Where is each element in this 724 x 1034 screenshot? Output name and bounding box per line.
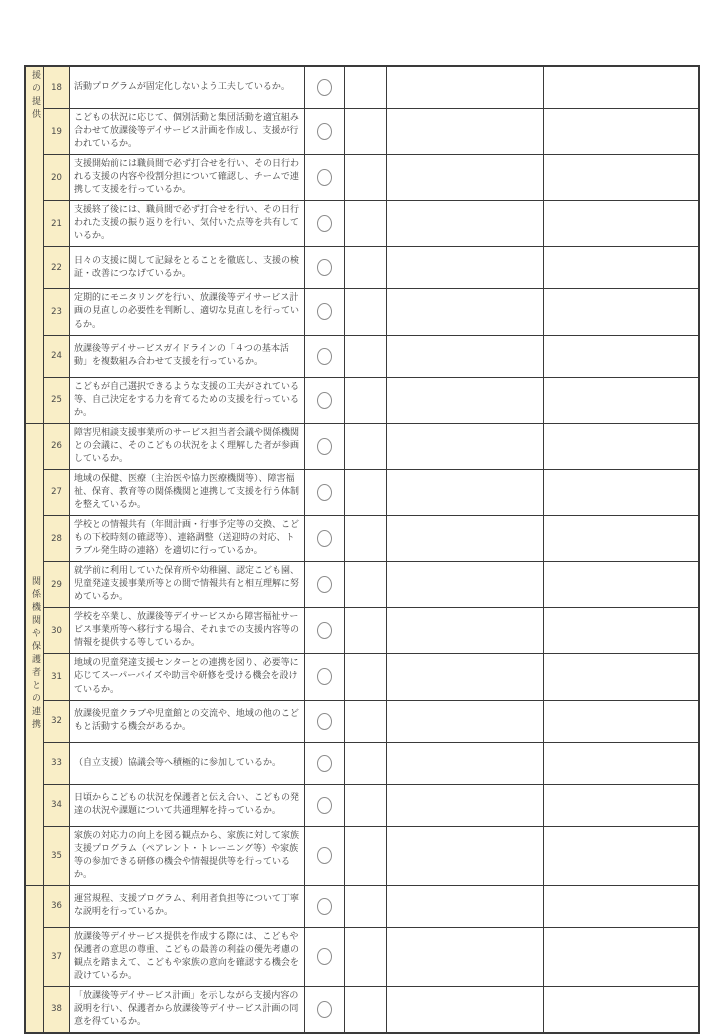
item-number-cell	[44, 928, 70, 986]
self-evaluation-mark-cell	[305, 827, 345, 885]
self-evaluation-mark-cell	[305, 470, 345, 515]
empty-column-1-cell	[345, 886, 387, 927]
item-number-cell	[44, 378, 70, 423]
item-number: 25	[51, 395, 62, 406]
checklist-row	[44, 67, 698, 108]
circle-mark-icon	[317, 259, 332, 276]
empty-column-2-cell	[387, 701, 544, 742]
checklist-row	[44, 742, 698, 784]
item-number: 21	[51, 218, 62, 229]
empty-column-3-cell	[544, 247, 698, 288]
item-text: 放課後等デイサービスガイドラインの「４つの基本活動」を複数組み合わせて支援を行っているか。	[74, 344, 289, 368]
empty-column-1-cell	[345, 247, 387, 288]
item-text: （自立支援）協議会等へ積極的に参加しているか。	[74, 757, 282, 768]
item-number: 28	[51, 533, 62, 544]
item-number: 22	[51, 262, 62, 273]
item-number-cell	[44, 743, 70, 784]
self-evaluation-mark-cell	[305, 562, 345, 607]
item-number-cell	[44, 785, 70, 826]
empty-column-1-cell	[345, 654, 387, 699]
item-number: 31	[51, 671, 62, 682]
item-text-cell	[70, 289, 305, 334]
checklist-row	[44, 561, 698, 607]
item-text-cell	[70, 201, 305, 246]
item-text-cell	[70, 470, 305, 515]
empty-column-3-cell	[544, 743, 698, 784]
item-number-cell	[44, 886, 70, 927]
circle-mark-icon	[317, 622, 332, 639]
empty-column-1-cell	[345, 378, 387, 423]
empty-column-3-cell	[544, 827, 698, 885]
item-text: 運営規程、支援プログラム、利用者負担等について丁寧な説明を行っているか。	[74, 894, 300, 918]
item-text: 支援開始前には職員間で必ず打合せを行い、その日行われる支援の内容や役割分担について確認し、チームで連携して支援を行っているか。	[74, 159, 300, 196]
empty-column-1-cell	[345, 289, 387, 334]
self-evaluation-mark-cell	[305, 378, 345, 423]
empty-column-2-cell	[387, 470, 544, 515]
item-text-cell	[70, 608, 305, 653]
empty-column-1-cell	[345, 336, 387, 377]
empty-column-2-cell	[387, 928, 544, 986]
checklist-row	[44, 700, 698, 742]
empty-column-3-cell	[544, 562, 698, 607]
empty-column-2-cell	[387, 424, 544, 469]
self-evaluation-mark-cell	[305, 886, 345, 927]
empty-column-3-cell	[544, 785, 698, 826]
item-number: 29	[51, 579, 62, 590]
category-label-cell	[26, 424, 44, 885]
group-rows	[44, 67, 698, 423]
empty-column-2-cell	[387, 201, 544, 246]
item-number-cell	[44, 654, 70, 699]
item-number: 32	[51, 716, 62, 727]
item-number: 27	[51, 487, 62, 498]
evaluation-sheet	[24, 65, 700, 1034]
group-rows	[44, 886, 698, 1032]
item-text: 障害児相談支援事業所のサービス担当者会議や関係機関との会議に、そのこどもの状況をよく理解した者が参画しているか。	[74, 427, 300, 464]
category-group	[26, 885, 698, 1032]
circle-mark-icon	[317, 123, 332, 140]
item-number-cell	[44, 336, 70, 377]
empty-column-3-cell	[544, 987, 698, 1032]
self-evaluation-mark-cell	[305, 336, 345, 377]
item-number: 36	[51, 901, 62, 912]
item-number-cell	[44, 289, 70, 334]
item-number-cell	[44, 201, 70, 246]
item-number: 38	[51, 1004, 62, 1015]
item-text-cell	[70, 516, 305, 561]
item-text-cell	[70, 987, 305, 1032]
item-number: 20	[51, 172, 62, 183]
empty-column-3-cell	[544, 516, 698, 561]
self-evaluation-mark-cell	[305, 109, 345, 154]
item-text-cell	[70, 155, 305, 200]
checklist-row	[44, 607, 698, 653]
checklist-row	[44, 927, 698, 986]
empty-column-1-cell	[345, 743, 387, 784]
checklist-row	[44, 246, 698, 288]
category-label-cell	[26, 886, 44, 1032]
item-number: 26	[51, 441, 62, 452]
checklist-row	[44, 108, 698, 154]
item-text: 地域の児童発達支援センターとの連携を図り、必要等に応じてスーパーバイズや助言や研修を受ける機会を設けているか。	[74, 658, 299, 695]
item-number: 24	[51, 351, 62, 362]
item-number-cell	[44, 608, 70, 653]
empty-column-1-cell	[345, 470, 387, 515]
item-text-cell	[70, 247, 305, 288]
circle-mark-icon	[317, 348, 332, 365]
self-evaluation-mark-cell	[305, 516, 345, 561]
empty-column-2-cell	[387, 827, 544, 885]
item-text: 学校との情報共有（年間計画・行事予定等の交換、こどもの下校時刻の確認等）、連絡調整（送迎時の対応、トラブル発生時の連絡）を適切に行っているか。	[74, 519, 300, 557]
circle-mark-icon	[317, 484, 332, 501]
empty-column-1-cell	[345, 109, 387, 154]
empty-column-3-cell	[544, 109, 698, 154]
item-text: 日々の支援に関して記録をとることを徹底し、支援の検証・改善につなげているか。	[74, 255, 300, 279]
empty-column-3-cell	[544, 701, 698, 742]
item-number: 18	[51, 82, 62, 93]
empty-column-2-cell	[387, 743, 544, 784]
circle-mark-icon	[317, 797, 332, 814]
item-number-cell	[44, 987, 70, 1032]
item-text: こどもが自己選択できるような支援の工夫がされている等、自己決定をする力を育てるための支援を行っているか。	[74, 381, 300, 418]
self-evaluation-mark-cell	[305, 67, 345, 108]
item-number: 33	[51, 758, 62, 769]
self-evaluation-mark-cell	[305, 654, 345, 699]
item-text: こどもの状況に応じて、個別活動と集団活動を適宜組み合わせて放課後等デイサービス計画を作成し、支援が行われているか。	[74, 113, 299, 150]
item-number: 35	[51, 850, 62, 861]
circle-mark-icon	[317, 438, 332, 455]
item-text-cell	[70, 424, 305, 469]
item-text-cell	[70, 378, 305, 423]
item-number-cell	[44, 827, 70, 885]
item-text: 放課後等デイサービス提供を作成する際には、こどもや保護者の意思の尊重、こどもの最善の利益の優先考慮の観点を踏まえて、こどもや家族の意向を確認する機会を設けているか。	[74, 931, 300, 981]
checklist-row	[44, 515, 698, 561]
circle-mark-icon	[317, 898, 332, 915]
checklist-row	[44, 377, 698, 423]
empty-column-3-cell	[544, 378, 698, 423]
self-evaluation-mark-cell	[305, 289, 345, 334]
empty-column-2-cell	[387, 109, 544, 154]
item-text: 就学前に利用していた保育所や幼稚園、認定こども園、児童発達支援事業所等との間で情報共有と相互理解に努めているか。	[74, 566, 300, 603]
empty-column-1-cell	[345, 201, 387, 246]
item-text: 「放課後等デイサービス計画」を示しながら支援内容の説明を行い、保護者から放課後等デイサービス計画の同意を得ているか。	[74, 990, 299, 1028]
empty-column-2-cell	[387, 608, 544, 653]
category-label-cell	[26, 67, 44, 423]
empty-column-3-cell	[544, 67, 698, 108]
circle-mark-icon	[317, 847, 332, 864]
item-text-cell	[70, 336, 305, 377]
circle-mark-icon	[317, 713, 332, 730]
checklist-row	[44, 826, 698, 885]
item-number: 34	[51, 800, 62, 811]
circle-mark-icon	[317, 79, 332, 96]
self-evaluation-mark-cell	[305, 608, 345, 653]
circle-mark-icon	[317, 530, 332, 547]
item-number-cell	[44, 109, 70, 154]
item-text-cell	[70, 67, 305, 108]
self-evaluation-mark-cell	[305, 785, 345, 826]
item-text-cell	[70, 928, 305, 986]
checklist-row	[44, 200, 698, 246]
item-number-cell	[44, 701, 70, 742]
item-number-cell	[44, 562, 70, 607]
empty-column-2-cell	[387, 67, 544, 108]
empty-column-2-cell	[387, 785, 544, 826]
item-text: 支援終了後には、職員間で必ず打合せを行い、その日行われた支援の振り返りを行い、気付いた点等を共有しているか。	[74, 205, 300, 242]
empty-column-3-cell	[544, 886, 698, 927]
item-text: 定期的にモニタリングを行い、放課後等デイサービス計画の見直しの必要性を判断し、適切な見直しを行っているか。	[74, 293, 300, 330]
item-number-cell	[44, 247, 70, 288]
empty-column-2-cell	[387, 378, 544, 423]
empty-column-1-cell	[345, 987, 387, 1032]
empty-column-2-cell	[387, 886, 544, 927]
item-text-cell	[70, 827, 305, 885]
circle-mark-icon	[317, 392, 332, 409]
checklist-row	[44, 886, 698, 927]
item-text-cell	[70, 886, 305, 927]
item-text-cell	[70, 701, 305, 742]
circle-mark-icon	[317, 215, 332, 232]
circle-mark-icon	[317, 948, 332, 965]
empty-column-3-cell	[544, 470, 698, 515]
empty-column-2-cell	[387, 155, 544, 200]
empty-column-2-cell	[387, 654, 544, 699]
item-number: 37	[51, 951, 62, 962]
self-evaluation-mark-cell	[305, 247, 345, 288]
checklist-row	[44, 335, 698, 377]
empty-column-2-cell	[387, 247, 544, 288]
circle-mark-icon	[317, 169, 332, 186]
item-number-cell	[44, 516, 70, 561]
item-number-cell	[44, 470, 70, 515]
group-rows	[44, 424, 698, 885]
checklist-row	[44, 154, 698, 200]
self-evaluation-mark-cell	[305, 928, 345, 986]
circle-mark-icon	[317, 668, 332, 685]
checklist-row	[44, 784, 698, 826]
item-text-cell	[70, 785, 305, 826]
checklist-row	[44, 653, 698, 699]
empty-column-3-cell	[544, 424, 698, 469]
checklist-row	[44, 469, 698, 515]
item-text: 放課後児童クラブや児童館との交流や、地域の他のこどもと活動する機会があるか。	[74, 709, 299, 733]
empty-column-1-cell	[345, 827, 387, 885]
empty-column-2-cell	[387, 987, 544, 1032]
checklist-row	[44, 288, 698, 334]
self-evaluation-mark-cell	[305, 743, 345, 784]
category-label: 援の提供	[30, 70, 40, 122]
item-text: 家族の対応力の向上を図る観点から、家族に対して家族支援プログラム（ペアレント・トレーニング等）や家族等の参加できる研修の機会や情報提供等を行っているか。	[74, 830, 300, 880]
item-number-cell	[44, 155, 70, 200]
checklist-row	[44, 986, 698, 1032]
item-text-cell	[70, 109, 305, 154]
empty-column-3-cell	[544, 928, 698, 986]
empty-column-3-cell	[544, 201, 698, 246]
empty-column-2-cell	[387, 336, 544, 377]
empty-column-1-cell	[345, 928, 387, 986]
category-group	[26, 423, 698, 885]
category-label: 関係機関や保護者との連携	[30, 576, 40, 733]
checklist-row	[44, 424, 698, 469]
item-text: 活動プログラムが固定化しないよう工夫しているか。	[74, 81, 290, 92]
empty-column-3-cell	[544, 608, 698, 653]
item-number: 19	[51, 126, 62, 137]
empty-column-3-cell	[544, 336, 698, 377]
self-evaluation-mark-cell	[305, 701, 345, 742]
empty-column-2-cell	[387, 289, 544, 334]
circle-mark-icon	[317, 1001, 332, 1018]
empty-column-1-cell	[345, 562, 387, 607]
item-text: 日頃からこどもの状況を保護者と伝え合い、こどもの発達の状況や課題について共通理解を持っているか。	[74, 793, 300, 817]
self-evaluation-mark-cell	[305, 424, 345, 469]
empty-column-2-cell	[387, 562, 544, 607]
self-evaluation-mark-cell	[305, 155, 345, 200]
circle-mark-icon	[317, 576, 332, 593]
item-number: 23	[51, 306, 62, 317]
empty-column-1-cell	[345, 785, 387, 826]
item-text: 学校を卒業し、放課後等デイサービスから障害福祉サービス事業所等へ移行する場合、それまでの支援内容等の情報を提供する等しているか。	[74, 612, 300, 649]
empty-column-3-cell	[544, 155, 698, 200]
self-evaluation-mark-cell	[305, 987, 345, 1032]
empty-column-1-cell	[345, 516, 387, 561]
item-text-cell	[70, 562, 305, 607]
empty-column-1-cell	[345, 67, 387, 108]
item-number-cell	[44, 67, 70, 108]
empty-column-3-cell	[544, 654, 698, 699]
item-number: 30	[51, 625, 62, 636]
item-text-cell	[70, 743, 305, 784]
checklist-table	[24, 65, 700, 1034]
item-number-cell	[44, 424, 70, 469]
circle-mark-icon	[317, 755, 332, 772]
category-group	[26, 67, 698, 423]
empty-column-1-cell	[345, 424, 387, 469]
circle-mark-icon	[317, 303, 332, 320]
item-text: 地域の保健、医療（主治医や協力医療機関等）、障害福祉、保育、教育等の関係機関と連携して支援を行う体制を整えているか。	[74, 473, 300, 510]
empty-column-1-cell	[345, 155, 387, 200]
empty-column-3-cell	[544, 289, 698, 334]
empty-column-1-cell	[345, 701, 387, 742]
empty-column-2-cell	[387, 516, 544, 561]
item-text-cell	[70, 654, 305, 699]
empty-column-1-cell	[345, 608, 387, 653]
self-evaluation-mark-cell	[305, 201, 345, 246]
